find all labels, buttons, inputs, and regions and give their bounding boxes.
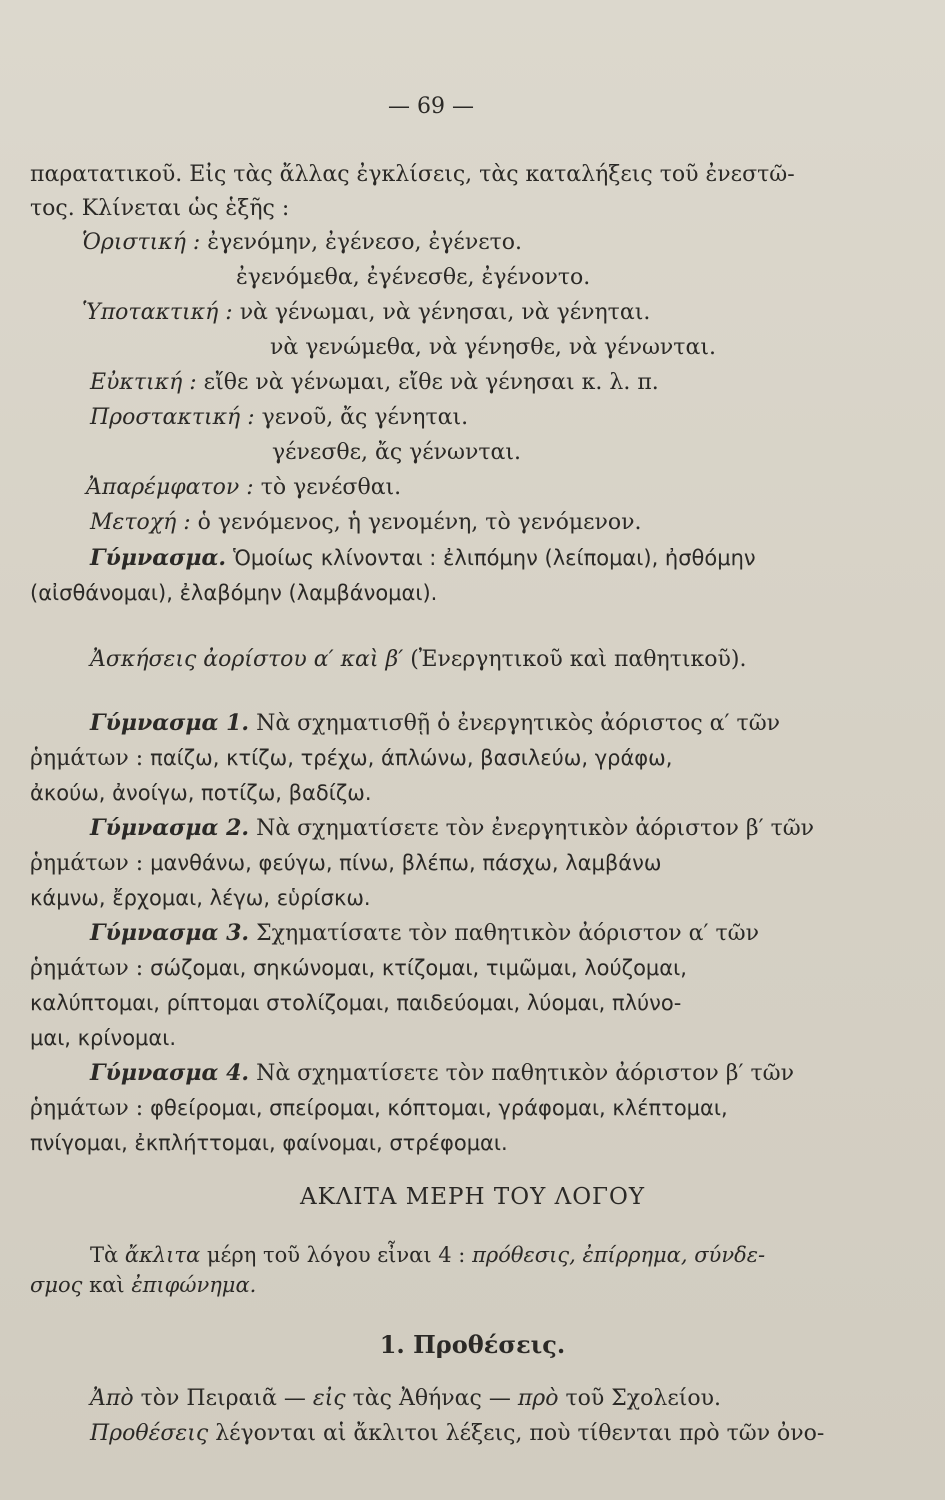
word: μέρη τοῦ λόγου εἶναι 4 :: [206, 1243, 466, 1267]
paragraph-line: [90, 1419, 824, 1449]
exercise-line: μαι, κρίνομαι.: [30, 1026, 177, 1050]
mood-label: Προστακτική :: [90, 405, 255, 430]
verbs-label: ῥημάτων :: [30, 1096, 144, 1121]
paragraph-line: [90, 1240, 765, 1270]
exercise-line: [90, 708, 780, 739]
conjugation-line: γένεσθε, ἄς γένωνται.: [272, 440, 522, 465]
word-italic: πρόθεσις, ἐπίρρημα, σύνδε-: [472, 1243, 766, 1267]
word-italic: σμος: [30, 1273, 83, 1297]
exercise-line: [30, 743, 672, 774]
mood-label: Ὁριστική :: [82, 230, 201, 255]
word-italic: Προθέσεις: [90, 1421, 209, 1446]
preposition: εἰς: [312, 1386, 346, 1411]
preposition: πρὸ: [517, 1386, 559, 1411]
verbs: μανθάνω, φεύγω, πίνω, βλέπω, πάσχω, λαμβάνω: [150, 851, 662, 875]
exercise-line: [30, 848, 661, 879]
exercise-text: Ὁμοίως κλίνονται : ἐλιπόμην (λείπομαι), ἠσθόμην: [233, 546, 756, 570]
forms: ὁ γενόμενος, ἡ γενομένη, τὸ γενόμενον.: [197, 510, 642, 535]
verbs: παίζω, κτίζω, τρέχω, άπλώνω, βασιλεύω, γράφω,: [150, 746, 673, 770]
exercise-line: [30, 953, 687, 984]
verbs-label: ῥημάτων :: [30, 956, 144, 981]
exercise-title: Γύμνασμα 1.: [90, 710, 250, 736]
word: Τὰ: [90, 1243, 119, 1267]
conjugation-line: νὰ γενώμεθα, νὰ γένησθε, νὰ γένωνται.: [270, 335, 716, 360]
word: τοῦ Σχολείου.: [565, 1386, 721, 1411]
preposition: Ἀπὸ: [90, 1386, 134, 1411]
exercise-text: Νὰ σχηματίσετε τὸν παθητικὸν ἀόριστον β′ τῶν: [256, 1061, 794, 1086]
word: καὶ: [89, 1273, 125, 1297]
text-line: παρατατικοῦ. Εἰς τὰς ἄλλας ἐγκλίσεις, τὰς καταλήξεις τοῦ ἐνεστῶ-: [30, 162, 795, 187]
word: τὰς Ἀθήνας —: [352, 1386, 511, 1411]
mood-label: Ὑποτακτική :: [82, 300, 233, 325]
conjugation-line: [90, 508, 642, 538]
exercise-line: [90, 813, 814, 844]
verbs-label: ῥημάτων :: [30, 851, 144, 876]
conjugation-line: [82, 298, 650, 328]
exercise-line: (αἰσθάνομαι), ἐλαβόμην (λαμβάνομαι).: [30, 581, 438, 605]
exercise-title: Γύμνασμα 3.: [90, 920, 250, 946]
exercise-text: Σχηματίσατε τὸν παθητικὸν ἀόριστον α′ τῶν: [256, 921, 759, 946]
forms: ἐγενόμην, ἐγένεσο, ἐγένετο.: [207, 230, 523, 255]
word-italic: ἄκλιτα: [124, 1243, 201, 1267]
subheading-line: [90, 645, 746, 675]
exercise-title: Γύμνασμα 4.: [90, 1060, 250, 1086]
paragraph-line: [30, 1270, 256, 1300]
exercise-title: Γύμνασμα.: [90, 545, 227, 571]
page-number: — 69 —: [388, 94, 474, 119]
exercise-line: [90, 918, 759, 949]
forms: νὰ γένωμαι, νὰ γένησαι, νὰ γένηται.: [239, 300, 651, 325]
conjugation-line: [90, 368, 659, 398]
forms: γενοῦ, ἄς γένηται.: [261, 405, 469, 430]
exercise-line: κάμνω, ἔρχομαι, λέγω, εὑρίσκω.: [30, 886, 371, 910]
subheading: Ἀσκήσεις ἀορίστου α′ καὶ β′: [90, 647, 404, 672]
verbs-label: ῥημάτων :: [30, 746, 144, 771]
conjugation-line: ἐγενόμεθα, ἐγένεσθε, ἐγένοντο.: [236, 265, 591, 290]
exercise-line: πνίγομαι, ἐκπλήττομαι, φαίνομαι, στρέφομαι.: [30, 1131, 508, 1155]
exercise-line: καλύπτομαι, ρίπτομαι στολίζομαι, παιδεύομαι, λύομαι, πλύνο-: [30, 991, 682, 1015]
forms: τὸ γενέσθαι.: [260, 475, 402, 500]
exercise-text: Νὰ σχηματισθῇ ὁ ἐνεργητικὸς ἀόριστος α′ τῶν: [256, 711, 781, 736]
mood-label: Μετοχή :: [90, 510, 191, 535]
conjugation-line: [90, 403, 468, 433]
verbs: φθείρομαι, σπείρομαι, κόπτομαι, γράφομαι, κλέπτομαι,: [150, 1096, 728, 1120]
verbs: σώζομαι, σηκώνομαι, κτίζομαι, τιμῶμαι, λούζομαι,: [150, 956, 687, 980]
subheading-tail: (Ἐνεργητικοῦ καὶ παθητικοῦ).: [410, 647, 747, 672]
word: τὸν Πειραιᾶ —: [140, 1386, 306, 1411]
mood-label: Ἀπαρέμφατον :: [86, 475, 254, 500]
section-heading: 1. Προθέσεις.: [379, 1330, 566, 1359]
conjugation-line: [86, 473, 401, 503]
word: λέγονται αἱ ἄκλιτοι λέξεις, ποὺ τίθενται πρὸ τῶν ὀνο-: [215, 1421, 825, 1446]
text-line: τος. Κλίνεται ὡς ἑξῆς :: [30, 196, 290, 221]
mood-label: Εὐκτική :: [90, 370, 197, 395]
exercise-line: [30, 1093, 728, 1124]
exercise-line: ἀκούω, ἀνοίγω, ποτίζω, βαδίζω.: [30, 781, 372, 805]
example-line: [90, 1384, 721, 1414]
exercise-title: Γύμνασμα 2.: [90, 815, 250, 841]
exercise-text: Νὰ σχηματίσετε τὸν ἐνεργητικὸν ἀόριστον β′ τῶν: [256, 816, 815, 841]
exercise-line: [90, 1058, 794, 1089]
word-italic: ἐπιφώνημα.: [131, 1273, 257, 1297]
conjugation-line: [82, 228, 522, 258]
chapter-heading: ΑΚΛΙΤΑ ΜΕΡΗ ΤΟΥ ΛΟΓΟΥ: [299, 1184, 646, 1210]
forms: εἴθε νὰ γένωμαι, εἴθε νὰ γένησαι κ. λ. π.: [203, 370, 659, 395]
exercise-line: [90, 543, 756, 574]
